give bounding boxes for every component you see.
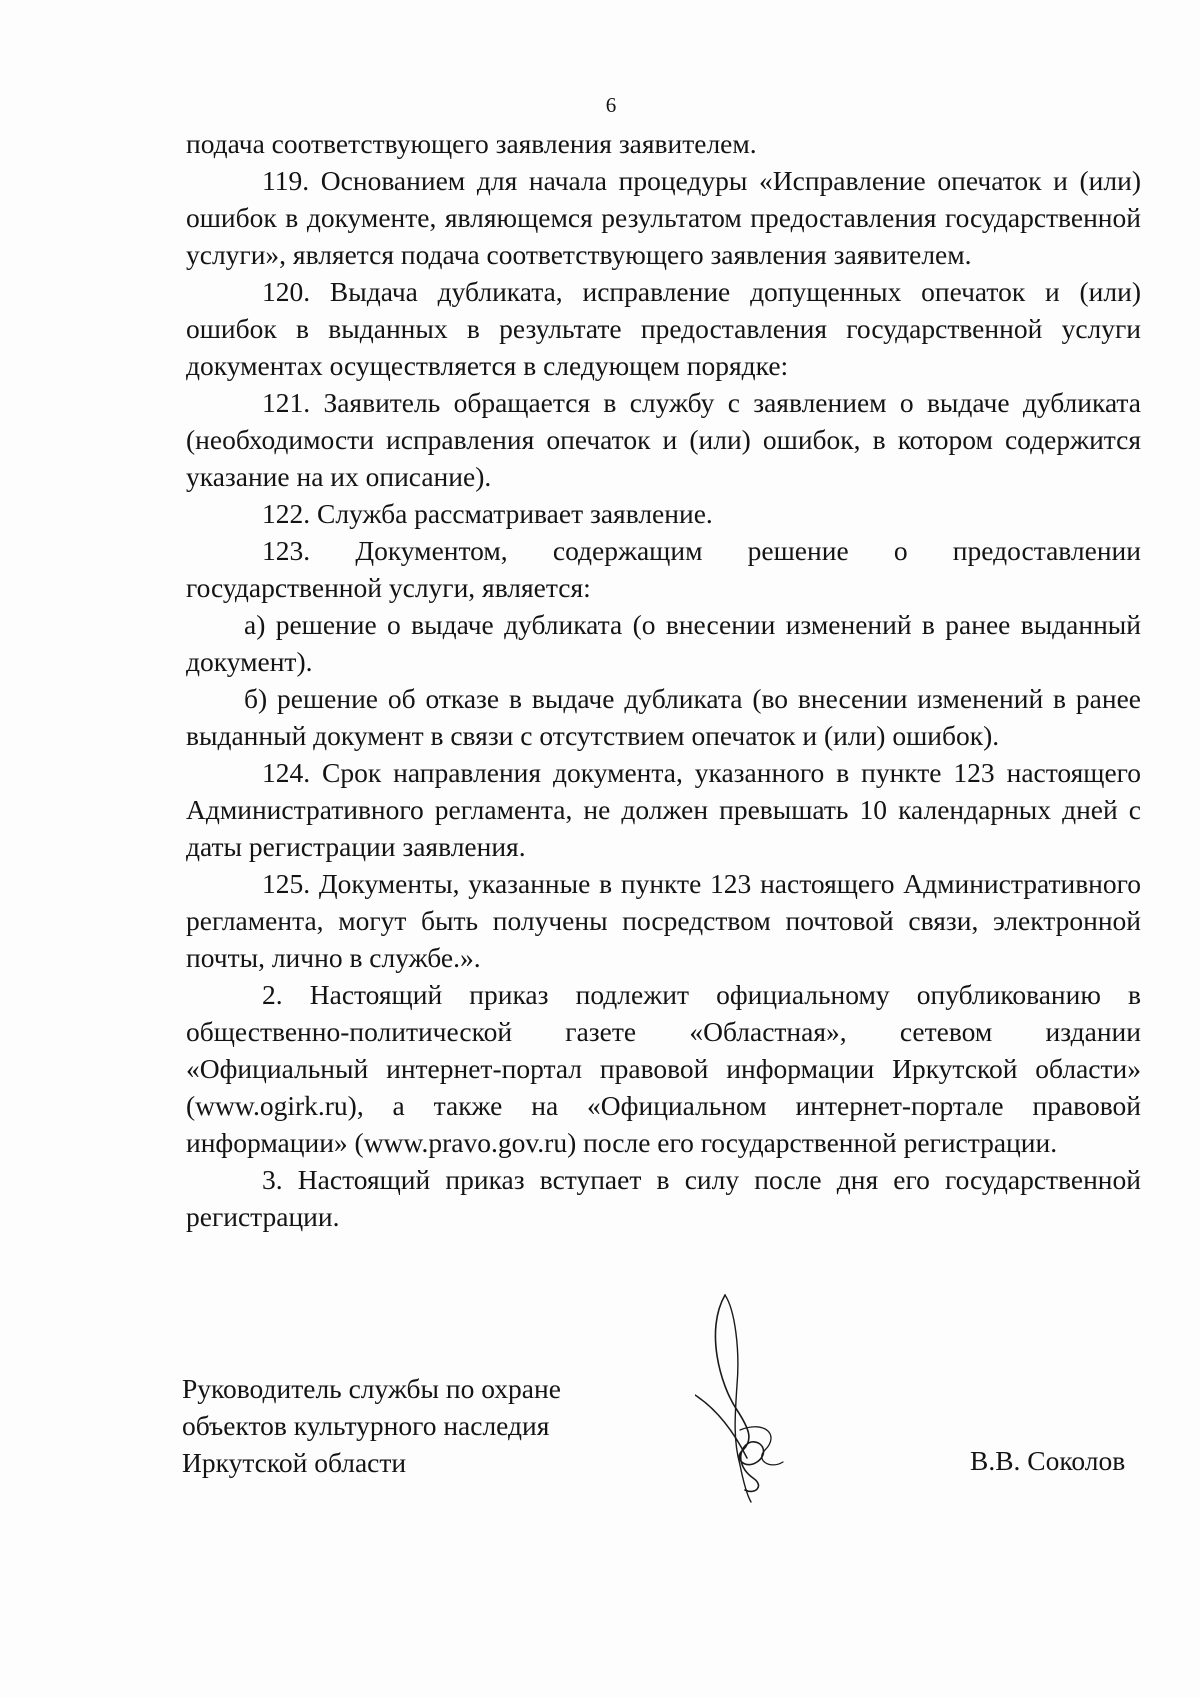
paragraph-120: 120. Выдача дубликата, исправление допущенных опечаток и (или) ошибок в выданных в результате предоставления государственной услуги документах осуществляется в следующем порядке: — [186, 276, 1141, 381]
paragraph-continuation: подача соответствующего заявления заявителем. — [186, 128, 757, 159]
paragraph-2-publication: 2. Настоящий приказ подлежит официальному опубликованию в общественно-политической газете «Областная», сетевом издании «Официальный интернет-портал правовой информации Иркутской области» (www.ogirk.ru), а также на «Официальном интернет-портале правовой информации» (www.pravo.gov.ru) после его государственной регистрации. — [186, 979, 1141, 1158]
signatory-position — [182, 1370, 561, 1481]
paragraph-3-effect: 3. Настоящий приказ вступает в силу после дня его государственной регистрации. — [186, 1164, 1141, 1232]
paragraph-123-b: б) решение об отказе в выдаче дубликата (во внесении изменений в ранее выданный документ в связи с отсутствием опечаток и (или) ошибок). — [186, 683, 1141, 751]
page-number: 6 — [605, 93, 617, 117]
position-line: Иркутской области — [182, 1447, 407, 1478]
position-line: объектов культурного наследия — [182, 1410, 550, 1441]
paragraph-123-a: а) решение о выдаче дубликата (о внесении изменений в ранее выданный документ). — [186, 609, 1141, 677]
paragraph-124: 124. Срок направления документа, указанного в пункте 123 настоящего Административного регламента, не должен превышать 10 календарных дней с даты регистрации заявления. — [186, 757, 1141, 862]
paragraph-119: 119. Основанием для начала процедуры «Исправление опечаток и (или) ошибок в документе, являющемся результатом предоставления государственной услуги», является подача соответствующего заявления заявителем. — [186, 165, 1141, 270]
paragraph-122: 122. Служба рассматривает заявление. — [262, 498, 713, 529]
position-line: Руководитель службы по охране — [182, 1373, 561, 1404]
paragraph-125: 125. Документы, указанные в пункте 123 настоящего Административного регламента, могут быть получены посредством почтовой связи, электронной почты, лично в службе.». — [186, 868, 1141, 973]
signer-name: В.В. Соколов — [970, 1445, 1126, 1476]
paragraph-123: 123. Документом, содержащим решение о предоставлении государственной услуги, является: — [186, 535, 1141, 603]
handwritten-signature — [695, 1290, 835, 1505]
document-body — [186, 125, 1141, 1235]
paragraph-121: 121. Заявитель обращается в службу с заявлением о выдаче дубликата (необходимости исправления опечаток и (или) ошибок, в котором содержится указание на их описание). — [186, 387, 1141, 492]
